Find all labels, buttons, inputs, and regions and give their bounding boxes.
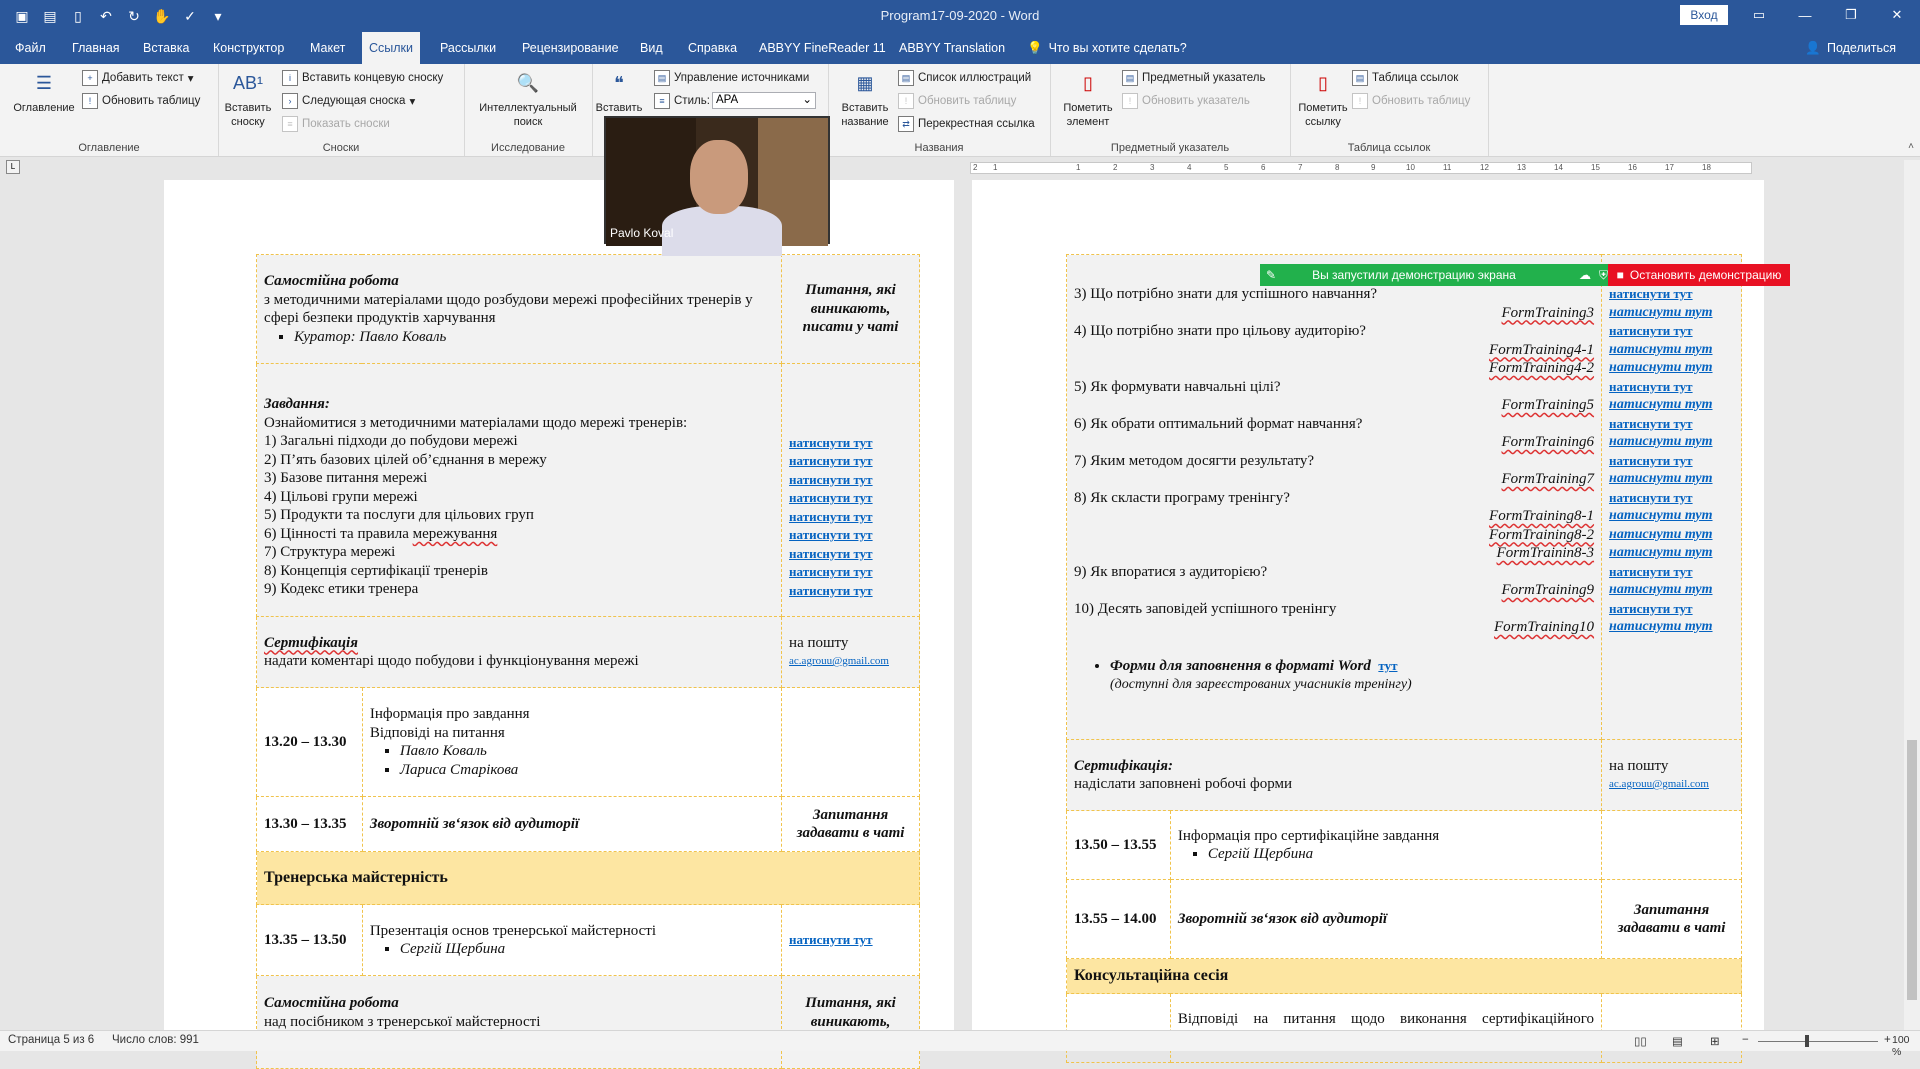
cell-title: Сертифікація:	[1074, 757, 1173, 774]
share-label: Поделиться	[1826, 41, 1896, 55]
table-cell	[362, 905, 781, 976]
zoom-in-icon[interactable]: +	[1884, 1034, 1891, 1046]
list-item: 1) Загальні підходи до побудови мережі	[264, 433, 518, 450]
update-figures-label: Обновить таблицу	[918, 95, 1017, 107]
video-participant-name: Pavlo Koval	[610, 226, 674, 240]
update-index-button[interactable]	[1122, 93, 1250, 109]
table-row	[257, 797, 920, 852]
section-band	[257, 852, 920, 905]
update-figures-button[interactable]	[898, 93, 1016, 109]
citation-icon: ❝	[614, 73, 624, 93]
link[interactable]: натиснути тут	[1609, 304, 1713, 320]
link[interactable]: натиснути тут	[1609, 619, 1713, 634]
style-icon: ≡	[654, 93, 670, 109]
update-toc-label: Обновить таблицу	[102, 95, 201, 107]
toa-icon: ▤	[1352, 70, 1368, 86]
time-cell: 13.35 – 13.50	[257, 905, 363, 976]
table-cell	[257, 976, 782, 1069]
email-link[interactable]: ac.agrouu@gmail.com	[1609, 778, 1709, 790]
link[interactable]: натиснути тут	[789, 545, 873, 561]
restore-icon[interactable]: ❐	[1845, 7, 1857, 22]
customize-qat-icon[interactable]: ▾	[214, 7, 222, 24]
links-cell	[1602, 255, 1742, 740]
tell-me-label: Что вы хотите сделать?	[1048, 41, 1187, 55]
cell-title: Самостійна робота	[264, 273, 399, 289]
zoom-out-icon[interactable]: −	[1742, 1034, 1749, 1046]
update-toa-button[interactable]	[1352, 93, 1470, 109]
question: 6) Як обрати оптимальний формат навчання?	[1074, 415, 1363, 432]
signin-button[interactable]: Вход	[1680, 5, 1728, 25]
program-table-right	[1066, 254, 1742, 1063]
table-row	[1067, 880, 1742, 959]
tab-design[interactable]: Конструктор	[213, 41, 285, 55]
email-label: на пошту	[1609, 757, 1669, 774]
new-doc-icon[interactable]: ▯	[74, 7, 82, 24]
tell-me-search[interactable]	[1020, 32, 1194, 64]
update-index-label: Обновить указатель	[1142, 95, 1250, 107]
form-link[interactable]: FormTraining7	[1501, 471, 1595, 487]
chat-note: Питання, які виникають, писати у чаті	[782, 255, 920, 364]
form-link[interactable]: FormTraining8-2	[1489, 526, 1595, 543]
list-item: 6) Цінності та правила мережування	[264, 525, 498, 542]
ruler-tick: 9	[1371, 163, 1376, 172]
form-link[interactable]: FormTraining4-1	[1489, 341, 1595, 358]
close-icon[interactable]: ✕	[1891, 7, 1903, 22]
ruler-tick: 2	[1113, 163, 1118, 172]
table-cell	[1170, 811, 1601, 880]
link[interactable]: натиснути тут	[1609, 545, 1713, 560]
cell-text: з методичними матеріалами щодо розбудови мережі професійних тренерів у сфері безпеки продуктів харчування	[264, 291, 753, 326]
list-item: 4) Цільові групи мережі	[264, 488, 418, 505]
pin-icon[interactable]: ✎	[1266, 268, 1277, 282]
question: 9) Як впоратися з аудиторією?	[1074, 563, 1268, 580]
empty-cell	[1067, 994, 1171, 1063]
insert-footnote-button[interactable]	[222, 68, 274, 129]
insert-index-button[interactable]	[1122, 70, 1266, 86]
ruler-tick: 13	[1517, 163, 1526, 172]
cell-text: Зворотній зв‘язок від аудиторії	[1170, 880, 1601, 959]
link[interactable]: натиснути тут	[1609, 360, 1713, 375]
lightbulb-icon: 💡	[1027, 40, 1043, 55]
update-toa-icon: !	[1352, 93, 1368, 109]
time-cell: 13.30 – 13.35	[257, 797, 363, 852]
link-cell	[782, 905, 920, 976]
search-icon: 🔍	[516, 73, 540, 93]
mark-citation-label: Пометить ссылку	[1298, 102, 1348, 128]
table-of-figures-label: Список иллюстраций	[918, 72, 1032, 84]
insert-caption-label: Вставить название	[841, 102, 889, 128]
ruler-tick: 15	[1591, 163, 1600, 172]
link[interactable]: натиснути тут	[789, 931, 873, 947]
email-cell	[1602, 740, 1742, 811]
form-link[interactable]: FormTrainin8-3	[1496, 545, 1595, 561]
ribbon-display-icon[interactable]: ▭	[1752, 7, 1766, 22]
table-row	[1067, 255, 1742, 740]
vertical-scrollbar[interactable]	[1904, 160, 1920, 1030]
link[interactable]: натиснути тут	[1609, 341, 1713, 357]
index-icon: ▤	[1122, 70, 1138, 86]
undo-icon[interactable]: ↶	[100, 7, 112, 24]
ruler-tick: 18	[1702, 163, 1711, 172]
update-toa-label: Обновить таблицу	[1372, 95, 1471, 107]
empty-cell	[782, 688, 920, 797]
tab-insert[interactable]: Вставка	[143, 41, 190, 55]
cell-title: Самостійна робота	[264, 995, 399, 1011]
link[interactable]: натиснути тут	[1609, 600, 1693, 616]
insert-caption-button[interactable]	[838, 68, 892, 129]
person-item: ▪ Павло Коваль	[400, 742, 774, 761]
forms-link[interactable]: тут	[1378, 657, 1398, 673]
table-row	[257, 905, 920, 976]
ruler-tick: 11	[1443, 163, 1452, 172]
form-link[interactable]: FormTraining10	[1494, 619, 1595, 635]
empty-cell	[1602, 994, 1742, 1063]
ruler-tick: 1	[1076, 163, 1081, 172]
time-cell: 13.55 – 14.00	[1067, 880, 1171, 959]
screen-share-text: Вы запустили демонстрацию экрана	[1312, 268, 1516, 282]
update-figures-icon: !	[898, 93, 914, 109]
tab-selector[interactable]: L	[6, 160, 20, 174]
page-count[interactable]: Страница 5 из 6	[8, 1034, 95, 1046]
ruler-tick: 2	[973, 163, 978, 172]
ruler-tick: 4	[1187, 163, 1192, 172]
list-item: 8) Концепція сертифікації тренерів	[264, 562, 489, 579]
question: 4) Що потрібно знати про цільову аудиторію?	[1074, 323, 1366, 339]
link[interactable]: натиснути тут	[1609, 378, 1693, 394]
chat-note: Запитання задавати в чаті	[782, 797, 920, 852]
link[interactable]: натиснути тут	[1609, 397, 1713, 412]
tab-layout[interactable]: Макет	[310, 41, 346, 55]
link[interactable]: натиснути тут	[1609, 415, 1693, 431]
title-bar	[0, 0, 1920, 32]
smart-lookup-label: Интеллектуальный поиск	[479, 102, 577, 128]
add-text-label: Добавить текст	[102, 72, 184, 84]
email-cell	[782, 617, 920, 688]
toc-button[interactable]	[8, 68, 80, 115]
group-footnotes	[218, 64, 465, 156]
person-item: ▪ Сергій Щербина	[1208, 845, 1594, 864]
chat-note: Запитання задавати в чаті	[1602, 880, 1742, 959]
link[interactable]: натиснути тут	[1609, 563, 1693, 579]
manage-sources-button[interactable]	[654, 70, 809, 86]
spelling-icon[interactable]: ✓	[184, 7, 196, 24]
section-title: Консультаційна сесія	[1067, 959, 1742, 994]
next-footnote-label: Следующая сноска	[302, 95, 406, 107]
tab-view[interactable]: Вид	[640, 41, 663, 55]
show-notes-label: Показать сноски	[302, 118, 390, 130]
update-toc-icon: !	[82, 93, 98, 109]
insert-toa-button[interactable]	[1352, 70, 1458, 86]
figures-icon: ▤	[898, 70, 914, 86]
time-cell: 13.20 – 13.30	[257, 688, 363, 797]
group-toa-label: Таблица ссылок	[1347, 142, 1431, 154]
table-row	[257, 976, 920, 1069]
link[interactable]: натиснути тут	[789, 527, 873, 543]
link[interactable]: натиснути тут	[789, 582, 873, 598]
section-title: Тренерська майстерність	[257, 852, 920, 905]
table-row	[257, 688, 920, 797]
stop-sharing-button[interactable]	[1608, 264, 1790, 286]
stop-sharing-label: Остановить демонстрацию	[1629, 268, 1782, 282]
ruler-tick: 12	[1480, 163, 1489, 172]
cell-title: Завдання:	[264, 396, 330, 413]
scrollbar-thumb[interactable]	[1907, 740, 1917, 1000]
form-link[interactable]: FormTraining3	[1501, 304, 1595, 321]
insert-citation-button[interactable]	[594, 68, 644, 115]
table-row	[1067, 740, 1742, 811]
form-link[interactable]: FormTraining5	[1501, 397, 1595, 413]
insert-endnote-button[interactable]	[282, 70, 443, 86]
add-text-icon: +	[82, 70, 98, 86]
question: 5) Як формувати навчальні цілі?	[1074, 378, 1281, 395]
table-cell	[362, 688, 781, 797]
group-toc	[0, 64, 219, 156]
chat-note: Питання, які виникають,	[782, 976, 920, 1069]
horizontal-ruler[interactable]	[970, 162, 1752, 174]
cross-reference-icon: ⇄	[898, 116, 914, 132]
email-link[interactable]: ac.agrouu@gmail.com	[789, 655, 889, 667]
add-text-button[interactable]: + Добавить текст ▾	[82, 70, 194, 86]
manage-sources-label: Управление источниками	[674, 72, 810, 84]
question: 8) Як скласти програму тренінгу?	[1074, 489, 1290, 506]
table-row	[257, 255, 920, 364]
ruler-tick: 10	[1406, 163, 1415, 172]
ribbon-tabs	[0, 32, 1920, 64]
stop-icon: ■	[1616, 268, 1624, 282]
link[interactable]: натиснути тут	[1609, 582, 1713, 597]
tab-mailings[interactable]: Рассылки	[440, 41, 497, 55]
link[interactable]: натиснути тут	[789, 434, 873, 450]
section-band	[1067, 959, 1742, 994]
web-layout-icon[interactable]: ⊞	[1710, 1036, 1720, 1048]
group-index	[1050, 64, 1291, 156]
update-toc-button[interactable]	[82, 93, 200, 109]
cell-text: надіслати заповнені робочі форми	[1074, 776, 1293, 792]
question: 7) Яким методом досягти результату?	[1074, 452, 1315, 469]
update-index-icon: !	[1122, 93, 1138, 109]
cell-text: Інформація про завдання	[369, 706, 530, 722]
list-item: 2) П’ять базових цілей об’єднання в мережу	[264, 451, 547, 468]
question: 10) Десять заповідей успішного тренінгу	[1074, 600, 1337, 617]
mark-entry-icon: ▯	[1083, 73, 1093, 93]
group-research	[464, 64, 593, 156]
mark-entry-button[interactable]	[1052, 68, 1124, 129]
list-item: 9) Кодекс етики тренера	[264, 581, 419, 598]
video-person-head	[690, 140, 748, 214]
minimize-icon[interactable]: —	[1798, 7, 1812, 23]
tab-review[interactable]: Рецензирование	[522, 41, 619, 55]
empty-cell	[1602, 811, 1742, 880]
form-link[interactable]: FormTraining8-1	[1489, 508, 1595, 524]
group-index-label: Предметный указатель	[1110, 142, 1230, 154]
email-label: на пошту	[789, 634, 849, 651]
tab-file[interactable]: Файл	[15, 41, 46, 55]
next-footnote-icon: ›	[282, 93, 298, 109]
link[interactable]: натиснути тут	[1609, 286, 1693, 301]
forms-title: Форми для заповнення в форматі Word	[1110, 657, 1371, 674]
cell-text: Відповіді на питання	[369, 724, 505, 741]
mark-citation-icon: ▯	[1318, 73, 1328, 93]
footnote-icon: AB¹	[233, 73, 264, 93]
save-as-icon[interactable]: ▤	[43, 7, 57, 24]
document-title: Program17-09-2020 - Word	[880, 8, 1040, 23]
table-cell	[257, 255, 782, 364]
forms-item	[1110, 657, 1594, 695]
table-row	[257, 617, 920, 688]
table-cell	[257, 364, 782, 617]
questions-cell	[1067, 255, 1602, 740]
table-of-figures-button[interactable]	[898, 70, 1031, 86]
table-row	[1067, 994, 1742, 1063]
question: 3) Що потрібно знати для успішного навчання?	[1074, 286, 1378, 302]
cell-text: Ознайомитися з методичними матеріалами щодо мережі тренерів:	[264, 414, 688, 431]
toc-icon: ☰	[35, 73, 53, 93]
ruler-tick: 14	[1554, 163, 1563, 172]
cell-text: надати коментарі щодо побудови і функціонування мережі	[264, 653, 639, 669]
next-footnote-button[interactable]: › Следующая сноска ▾	[282, 93, 415, 109]
redo-icon[interactable]: ↻	[128, 7, 140, 24]
style-label-text: Стиль:	[674, 95, 710, 107]
print-layout-icon[interactable]: ▤	[1672, 1036, 1683, 1048]
ruler-tick: 3	[1150, 163, 1155, 172]
group-footnotes-label: Сноски	[322, 142, 360, 154]
shield-icon: ⛨	[1598, 267, 1608, 282]
link[interactable]: натиснути тут	[1609, 452, 1693, 468]
link[interactable]: натиснути тут	[1609, 434, 1713, 449]
document-page-left[interactable]	[164, 180, 954, 1030]
person-item: ▪ Лариса Старікова	[400, 761, 774, 780]
cell-text: Презентація основ тренерської майстерності	[369, 922, 657, 939]
chevron-down-icon: ⌄	[802, 94, 812, 106]
link[interactable]: натиснути тут	[789, 471, 873, 487]
group-captions-label: Названия	[914, 142, 964, 154]
program-table-left	[256, 254, 920, 1069]
ruler-tick: 8	[1335, 163, 1340, 172]
group-toc-label: Оглавление	[78, 142, 140, 154]
link[interactable]: натиснути тут	[789, 490, 873, 506]
group-research-label: Исследование	[491, 142, 565, 154]
window-controls	[1736, 4, 1920, 26]
cross-reference-label: Перекрестная ссылка	[918, 118, 1035, 130]
share-button[interactable]	[1805, 32, 1896, 64]
cell-text: Відповіді на питання щодо виконання сертифікаційного	[1170, 994, 1601, 1063]
curator-item: ▪ Куратор: Павло Коваль	[294, 328, 774, 347]
link[interactable]: натиснути тут	[789, 564, 873, 580]
table-cell	[1067, 740, 1602, 811]
video-thumbnail[interactable]	[604, 116, 830, 244]
ruler-tick: 17	[1665, 163, 1674, 172]
cross-reference-button[interactable]	[898, 116, 1035, 132]
ribbon	[0, 64, 1920, 157]
table-row	[257, 364, 920, 617]
person-item: ▪ Сергій Щербина	[400, 940, 774, 959]
cell-text: над посібником з тренерської майстерності	[264, 1013, 541, 1030]
zoom-level[interactable]: 100 %	[1892, 1034, 1910, 1058]
tab-references[interactable]: Ссылки	[362, 32, 420, 64]
list-item: 3) Базове питання мережі	[264, 470, 428, 487]
tab-abbyy-finereader[interactable]: ABBYY FineReader 11	[759, 41, 886, 55]
cell-text: Зворотній зв‘язок від аудиторії	[362, 797, 781, 852]
list-item: 7) Структура мережі	[264, 544, 396, 561]
cloud-icon: ☁	[1578, 268, 1591, 282]
link[interactable]: натиснути тут	[789, 508, 873, 524]
read-mode-icon[interactable]: ▯▯	[1634, 1036, 1647, 1048]
smart-lookup-button[interactable]	[470, 68, 586, 129]
style-select[interactable]	[712, 92, 816, 109]
collapse-ribbon-icon[interactable]: ˄	[1908, 141, 1914, 152]
person-icon: 👤	[1805, 40, 1821, 55]
link[interactable]: натиснути тут	[1609, 323, 1693, 338]
link[interactable]: натиснути тут	[1609, 471, 1713, 486]
insert-footnote-label: Вставить сноску	[224, 102, 272, 128]
form-link[interactable]: FormTraining4-2	[1489, 360, 1595, 376]
toc-label: Оглавление	[13, 102, 75, 114]
form-link[interactable]: FormTraining9	[1501, 582, 1595, 598]
manage-sources-icon: ▤	[654, 70, 670, 86]
cell-text: Інформація про сертифікаційне завдання	[1177, 827, 1440, 844]
group-toa	[1290, 64, 1489, 156]
ruler-tick: 16	[1628, 163, 1637, 172]
table-row	[1067, 811, 1742, 880]
document-page-right[interactable]	[972, 180, 1764, 1030]
list-item: 5) Продукти та послуги для цільових груп	[264, 507, 534, 524]
insert-index-label: Предметный указатель	[1142, 72, 1266, 84]
screen-share-bar[interactable]	[1260, 264, 1616, 286]
mark-citation-button[interactable]	[1290, 68, 1356, 129]
cell-title: Сертифікація	[264, 634, 358, 651]
table-cell	[257, 617, 782, 688]
save-icon[interactable]: ▣	[15, 7, 29, 24]
show-notes-icon: ≡	[282, 116, 298, 132]
ruler-tick: 5	[1224, 163, 1229, 172]
zoom-slider[interactable]	[1758, 1041, 1878, 1042]
insert-toa-label: Таблица ссылок	[1372, 72, 1459, 84]
link[interactable]: натиснути тут	[1609, 508, 1713, 523]
links-cell	[782, 364, 920, 617]
ruler-tick: 6	[1261, 163, 1266, 172]
time-cell: 13.50 – 13.55	[1067, 811, 1171, 880]
word-count[interactable]: Число слов: 991	[112, 1034, 199, 1046]
ruler-tick: 7	[1298, 163, 1303, 172]
group-captions	[828, 64, 1051, 156]
insert-citation-label: Вставить	[595, 102, 643, 114]
link[interactable]: натиснути тут	[1609, 489, 1693, 505]
zoom-slider-knob[interactable]	[1805, 1035, 1809, 1047]
form-link[interactable]: FormTraining6	[1501, 434, 1595, 450]
tab-home[interactable]: Главная	[72, 41, 120, 55]
insert-endnote-label: Вставить концевую сноску	[302, 72, 444, 84]
caption-icon: ▦	[856, 73, 874, 93]
style-value: APA	[716, 94, 739, 106]
tab-abbyy-translation[interactable]: ABBYY Translation	[899, 41, 1006, 55]
link[interactable]: натиснути тут	[1609, 526, 1713, 542]
link[interactable]: натиснути тут	[789, 453, 873, 469]
tab-help[interactable]: Справка	[688, 41, 738, 55]
show-notes-button[interactable]	[282, 116, 390, 132]
endnote-icon: i	[282, 70, 298, 86]
mark-entry-label: Пометить элемент	[1063, 102, 1113, 128]
style-label	[654, 93, 710, 109]
ruler-tick: 1	[993, 163, 998, 172]
touch-mode-icon[interactable]: ✋	[153, 7, 171, 24]
forms-note: (доступні для зареєстрованих учасників тренінгу)	[1110, 677, 1412, 692]
status-bar	[0, 1030, 1920, 1058]
